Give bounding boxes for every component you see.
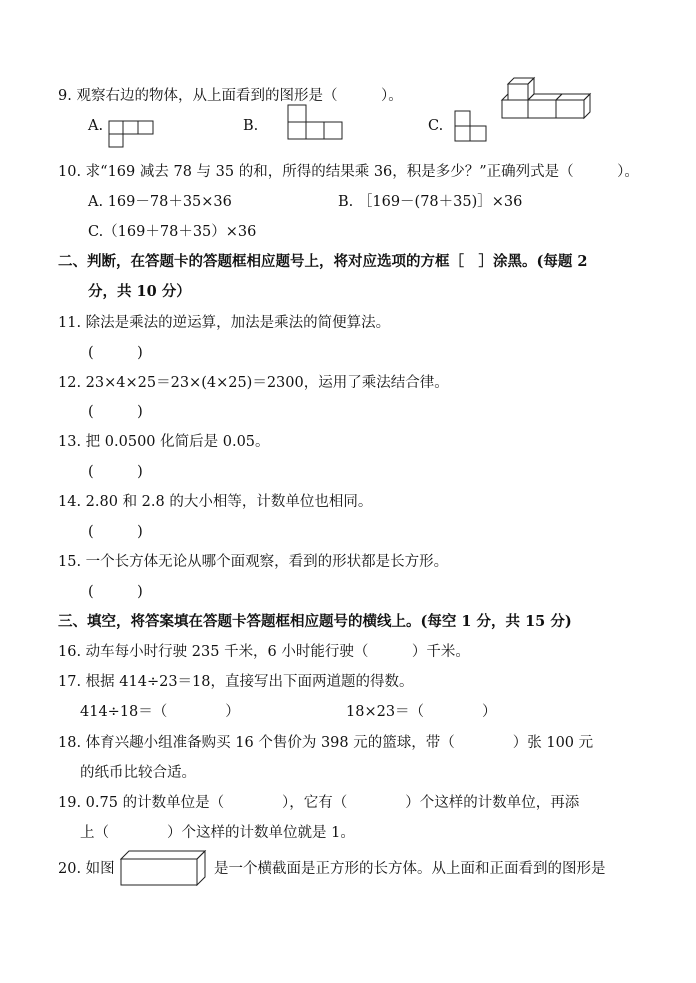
q9-option-c-label[interactable]: C. [428,118,444,134]
q19-text: 19. 0.75 的计数单位是（ ），它有（ ）个这样的计数单位，再添 [58,795,580,811]
q13-text: 13. 把 0.0500 化简后是 0.05。 [58,434,270,450]
q9-stem: 9. 观察右边的物体，从上面看到的图形是（ ）。 [58,88,403,104]
q15-answer-blank[interactable]: ( ) [88,584,143,600]
q10-option-a[interactable]: A. 169－78＋35×36 [88,194,232,210]
q17-text: 17. 根据 414÷23＝18，直接写出下面两道题的得数。 [58,674,414,690]
q9-option-a-label[interactable]: A. [88,118,104,134]
q16-text: 16. 动车每小时行驶 235 千米，6 小时能行驶（ ）千米。 [58,644,470,660]
q9-option-a-figure [108,120,154,148]
q10-stem: 10. 求“169 减去 78 与 35 的和，所得的结果乘 36，积是多少？”正确列式是（ ）。 [58,164,639,180]
q14-answer-blank[interactable]: ( ) [88,524,143,540]
q10-option-b[interactable]: B. ［169－(78＋35)］×36 [338,194,523,210]
q17-part-a: 414÷18＝（ ） [80,704,240,720]
section2-title: 二、判断，在答题卡的答题框相应题号上，将对应选项的方框［ ］涂黑。(每题 2 [58,253,588,270]
section3-title: 三、填空，将答案填在答题卡答题框相应题号的横线上。(每空 1 分，共 15 分) [58,613,572,630]
q9-cube-object-figure [500,74,592,122]
q9-option-c-figure [454,110,488,142]
q18-text-cont: 的纸币比较合适。 [80,765,196,781]
q11-answer-blank[interactable]: ( ) [88,345,143,361]
q12-answer-blank[interactable]: ( ) [88,404,143,420]
q14-text: 14. 2.80 和 2.8 的大小相等，计数单位也相同。 [58,494,373,510]
q20-cuboid-figure [120,850,208,886]
q11-text: 11. 除法是乘法的逆运算，加法是乘法的简便算法。 [58,315,391,331]
q19-text-cont: 上（ ）个这样的计数单位就是 1。 [80,825,355,841]
q20-text-suffix: 是一个横截面是正方形的长方体。从上面和正面看到的图形是 [214,861,606,877]
q20-text-prefix: 20. 如图 [58,861,115,877]
q17-part-b: 18×23＝（ ） [346,704,497,720]
q10-option-c[interactable]: C.（169＋78＋35）×36 [88,224,257,240]
q9-option-b-figure [287,104,343,140]
q18-text: 18. 体育兴趣小组准备购买 16 个售价为 398 元的篮球，带（ ）张 100 元 [58,735,594,751]
section2-title-cont: 分，共 10 分） [88,283,191,300]
q12-text: 12. 23×4×25＝23×(4×25)＝2300，运用了乘法结合律。 [58,375,449,391]
q9-option-b-label[interactable]: B. [243,118,259,134]
q15-text: 15. 一个长方体无论从哪个面观察，看到的形状都是长方形。 [58,554,449,570]
q13-answer-blank[interactable]: ( ) [88,464,143,480]
